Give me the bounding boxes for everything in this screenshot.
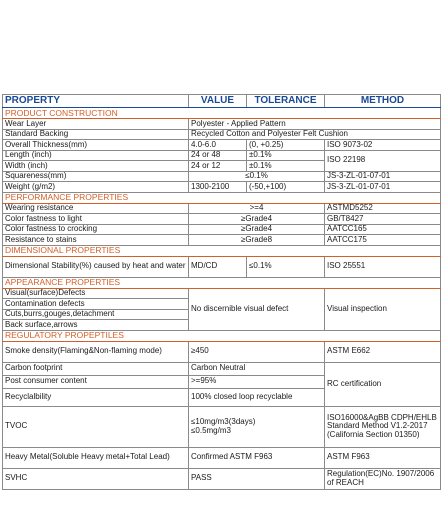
table-cell: ≤0.1% bbox=[189, 171, 325, 182]
table-row bbox=[3, 235, 441, 246]
table-cell: Width (inch) bbox=[3, 161, 189, 172]
table-cell: ±0.1% bbox=[247, 150, 325, 161]
table-cell: ISO 22198 bbox=[325, 150, 441, 171]
table-cell: ≥Grade4 bbox=[189, 224, 325, 235]
table-cell: Dimensional Stability(%) caused by heat and water bbox=[3, 256, 189, 277]
table-row bbox=[3, 214, 441, 225]
header-tolerance: TOLERANCE bbox=[247, 95, 325, 108]
table-cell: PASS bbox=[189, 468, 325, 489]
table-cell: Visual inspection bbox=[325, 288, 441, 330]
table-cell: No discernible visual defect bbox=[189, 288, 325, 330]
section-performance: PERFORMANCE PROPERTIES bbox=[3, 192, 441, 203]
table-row bbox=[3, 468, 441, 489]
table-row bbox=[3, 288, 441, 299]
table-cell: >=95% bbox=[189, 375, 325, 388]
table-cell: Overall Thickness(mm) bbox=[3, 140, 189, 151]
table-row bbox=[3, 447, 441, 468]
table-row bbox=[3, 406, 441, 447]
table-cell: AATCC165 bbox=[325, 224, 441, 235]
table-cell: AATCC175 bbox=[325, 235, 441, 246]
table-cell: Polyester - Applied Pattern bbox=[189, 119, 441, 130]
table-row bbox=[3, 224, 441, 235]
table-row bbox=[3, 119, 441, 130]
table-header bbox=[3, 95, 441, 108]
table-cell: Smoke density(Flaming&Non-flaming mode) bbox=[3, 341, 189, 362]
table-cell: TVOC bbox=[3, 406, 189, 447]
table-cell: 100% closed loop recyclable bbox=[189, 388, 325, 406]
section-appearance: APPEARANCE PROPERTIES bbox=[3, 277, 441, 288]
section-regulatory: REGULATORY PROPEPTILES bbox=[3, 330, 441, 341]
table-cell: Regulation(EC)No. 1907/2006 of REACH bbox=[325, 468, 441, 489]
header-property: PROPERTY bbox=[3, 95, 189, 108]
table-cell: Weight (g/m2) bbox=[3, 182, 189, 193]
table-cell: SVHC bbox=[3, 468, 189, 489]
table-cell: >=4 bbox=[189, 203, 325, 214]
table-cell: ASTMD5252 bbox=[325, 203, 441, 214]
table-cell: Contamination defects bbox=[3, 299, 189, 310]
section-dimensional: DIMENSIONAL PROPERTIES bbox=[3, 245, 441, 256]
table-cell: ISO16000&AgBB CDPH/EHLB Standard Method V1.2-2017 (California Section 01350) bbox=[325, 406, 441, 447]
table-row bbox=[3, 140, 441, 151]
table-cell: ≤0.1% bbox=[247, 256, 325, 277]
table-cell: ASTM F963 bbox=[325, 447, 441, 468]
table-cell: RC certification bbox=[325, 362, 441, 406]
table-cell: Confirmed ASTM F963 bbox=[189, 447, 325, 468]
table-cell: ≥450 bbox=[189, 341, 325, 362]
table-cell: Cuts,burrs,gouges,detachment bbox=[3, 309, 189, 320]
spec-table bbox=[2, 94, 441, 490]
table-cell: 1300-2100 bbox=[189, 182, 247, 193]
table-cell: Standard Backing bbox=[3, 129, 189, 140]
table-row bbox=[3, 171, 441, 182]
table-row bbox=[3, 182, 441, 193]
header-method: METHOD bbox=[325, 95, 441, 108]
table-cell: Resistance to stains bbox=[3, 235, 189, 246]
table-cell: Squareness(mm) bbox=[3, 171, 189, 182]
section-construction: PRODUCT CONSTRUCTION bbox=[3, 108, 441, 119]
table-row bbox=[3, 256, 441, 277]
table-row bbox=[3, 150, 441, 161]
table-row bbox=[3, 362, 441, 375]
table-cell: Wear Layer bbox=[3, 119, 189, 130]
table-cell: ±0.1% bbox=[247, 161, 325, 172]
table-cell: Heavy Metal(Soluble Heavy metal+Total Lead) bbox=[3, 447, 189, 468]
table-cell: (0, +0.25) bbox=[247, 140, 325, 151]
table-cell: Visual(surface)Defects bbox=[3, 288, 189, 299]
table-cell: Color fastness to crocking bbox=[3, 224, 189, 235]
table-cell: Post consumer content bbox=[3, 375, 189, 388]
header-value: VALUE bbox=[189, 95, 247, 108]
table-cell: Recycled Cotton and Polyester Felt Cushion bbox=[189, 129, 441, 140]
table-cell: Carbon Neutral bbox=[189, 362, 325, 375]
table-cell: ASTM E662 bbox=[325, 341, 441, 362]
table-cell-line: ≤10mg/m3(3days) bbox=[191, 417, 256, 427]
table-cell: MD/CD bbox=[189, 256, 247, 277]
table-cell: JS-3-ZL-01-07-01 bbox=[325, 171, 441, 182]
table-row bbox=[3, 203, 441, 214]
table-cell: (-50,+100) bbox=[247, 182, 325, 193]
table-cell: Back surface,arrows bbox=[3, 320, 189, 331]
table-cell: ≥Grade4 bbox=[189, 214, 325, 225]
table-cell: JS-3-ZL-01-07-01 bbox=[325, 182, 441, 193]
table-cell: 24 or 48 bbox=[189, 150, 247, 161]
table-cell: Wearing resistance bbox=[3, 203, 189, 214]
table-cell: 4.0-6.0 bbox=[189, 140, 247, 151]
table-row bbox=[3, 129, 441, 140]
table-cell: GB/T8427 bbox=[325, 214, 441, 225]
table-cell: Length (inch) bbox=[3, 150, 189, 161]
table-cell bbox=[189, 406, 325, 447]
table-cell: ISO 9073-02 bbox=[325, 140, 441, 151]
table-cell-line: ≤0.5mg/m3 bbox=[191, 425, 231, 435]
table-cell: ≥Grade8 bbox=[189, 235, 325, 246]
table-cell: Color fastness to light bbox=[3, 214, 189, 225]
table-cell: Recyclalbility bbox=[3, 388, 189, 406]
table-row bbox=[3, 341, 441, 362]
table-cell: 24 or 12 bbox=[189, 161, 247, 172]
table-cell: ISO 25551 bbox=[325, 256, 441, 277]
table-cell: Carbon footprint bbox=[3, 362, 189, 375]
